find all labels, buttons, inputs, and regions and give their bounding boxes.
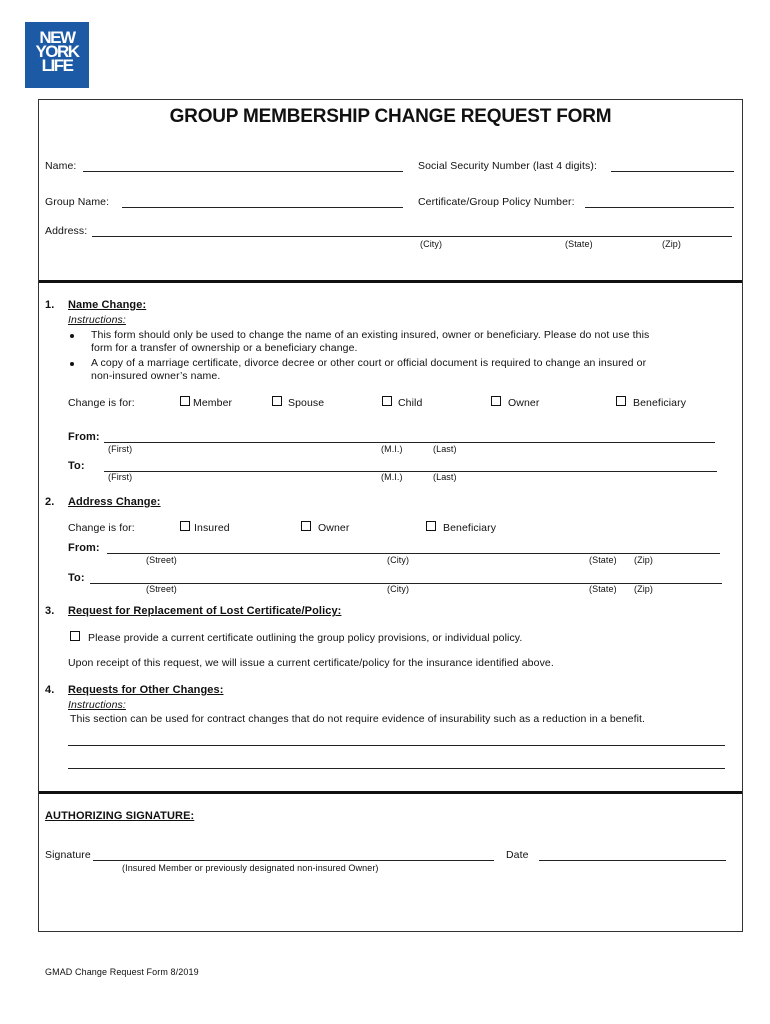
beneficiary-option-label: Beneficiary xyxy=(633,397,687,409)
address-zip-caption: (Zip) xyxy=(662,239,681,249)
section1-change-for-label: Change is for: xyxy=(68,397,135,409)
signature-heading: AUTHORIZING SIGNATURE: xyxy=(45,810,195,822)
section1-instructions: Instructions: xyxy=(68,314,126,326)
section1-number: 1. xyxy=(45,299,55,311)
section3-title: Request for Replacement of Lost Certificate/Policy: xyxy=(68,605,342,617)
name-from-label: From: xyxy=(68,431,100,443)
section2-title: Address Change: xyxy=(68,496,161,508)
ssn-field[interactable] xyxy=(611,171,734,172)
address-from-label: From: xyxy=(68,542,100,554)
form-title: GROUP MEMBERSHIP CHANGE REQUEST FORM xyxy=(169,106,612,127)
address-city-caption: (City) xyxy=(420,239,443,249)
certificate-label: Certificate/Group Policy Number: xyxy=(418,196,575,208)
section4-number: 4. xyxy=(45,684,55,696)
to-mi-caption: (M.I.) xyxy=(381,472,403,482)
spouse-checkbox[interactable] xyxy=(272,396,282,406)
new-york-life-logo xyxy=(25,22,89,88)
from-mi-caption: (M.I.) xyxy=(381,444,403,454)
certificate-field[interactable] xyxy=(585,207,734,208)
address-from-field[interactable] xyxy=(107,553,720,554)
address-owner-option-label: Owner xyxy=(318,522,350,534)
section3-number: 3. xyxy=(45,605,55,617)
address-state-caption: (State) xyxy=(565,239,593,249)
child-checkbox[interactable] xyxy=(382,396,392,406)
section2-number: 2. xyxy=(45,496,55,508)
section4-instructions: Instructions: xyxy=(68,699,126,711)
address-label: Address: xyxy=(45,225,88,237)
divider-bottom xyxy=(39,791,742,794)
owner-option-label: Owner xyxy=(508,397,540,409)
insured-checkbox[interactable] xyxy=(180,521,190,531)
name-field[interactable] xyxy=(83,171,403,172)
from-state-caption: (State) xyxy=(589,555,617,565)
section2-change-for-label: Change is for: xyxy=(68,522,135,534)
to-last-caption: (Last) xyxy=(433,472,457,482)
from-zip-caption: (Zip) xyxy=(634,555,653,565)
section1-bullet1-line2: form for a transfer of ownership or a beneficiary change. xyxy=(91,342,358,354)
bullet-icon xyxy=(70,334,74,338)
to-city-caption: (City) xyxy=(387,584,410,594)
address-beneficiary-option-label: Beneficiary xyxy=(443,522,497,534)
section4-text: This section can be used for contract changes that do not require evidence of insurability such as a reduction in a benefit. xyxy=(70,713,646,725)
section4-title: Requests for Other Changes: xyxy=(68,684,224,696)
from-first-caption: (First) xyxy=(108,444,133,454)
address-owner-checkbox[interactable] xyxy=(301,521,311,531)
divider-top xyxy=(39,280,742,283)
address-to-label: To: xyxy=(68,572,85,584)
date-label: Date xyxy=(506,849,529,861)
to-first-caption: (First) xyxy=(108,472,133,482)
form-footer: GMAD Change Request Form 8/2019 xyxy=(45,967,199,977)
section3-note: Upon receipt of this request, we will issue a current certificate/policy for the insurance identified above. xyxy=(68,657,554,669)
signature-label: Signature xyxy=(45,849,91,861)
name-label: Name: xyxy=(45,160,77,172)
name-to-field[interactable] xyxy=(104,471,717,472)
section1-bullet1-line1: This form should only be used to change the name of an existing insured, owner or beneficiary. Please do not use this xyxy=(91,329,650,341)
from-city-caption: (City) xyxy=(387,555,410,565)
other-changes-line-2[interactable] xyxy=(68,768,725,769)
other-changes-line-1[interactable] xyxy=(68,745,725,746)
replacement-checkbox-text: Please provide a current certificate outlining the group policy provisions, or individual policy. xyxy=(88,632,523,644)
logo-line-1: NEW xyxy=(39,28,75,47)
ssn-label: Social Security Number (last 4 digits): xyxy=(418,160,597,172)
from-street-caption: (Street) xyxy=(146,555,177,565)
child-option-label: Child xyxy=(398,397,423,409)
member-checkbox[interactable] xyxy=(180,396,190,406)
group-name-label: Group Name: xyxy=(45,196,110,208)
section1-title: Name Change: xyxy=(68,299,147,311)
form-frame xyxy=(38,99,743,932)
from-last-caption: (Last) xyxy=(433,444,457,454)
signature-field[interactable] xyxy=(93,860,494,861)
replacement-checkbox[interactable] xyxy=(70,631,80,641)
signature-caption: (Insured Member or previously designated non-insured Owner) xyxy=(122,863,379,873)
logo-line-3: LIFE xyxy=(41,56,73,75)
name-from-field[interactable] xyxy=(104,442,715,443)
to-zip-caption: (Zip) xyxy=(634,584,653,594)
logo-line-2: YORK xyxy=(35,42,79,61)
insured-option-label: Insured xyxy=(194,522,230,534)
section1-bullet2-line1: A copy of a marriage certificate, divorce decree or other court or official document is required to change an insured or xyxy=(91,357,647,369)
name-to-label: To: xyxy=(68,460,85,472)
beneficiary-checkbox[interactable] xyxy=(616,396,626,406)
address-field[interactable] xyxy=(92,236,732,237)
owner-checkbox[interactable] xyxy=(491,396,501,406)
section1-bullet2-line2: non-insured owner’s name. xyxy=(91,370,221,382)
to-state-caption: (State) xyxy=(589,584,617,594)
address-beneficiary-checkbox[interactable] xyxy=(426,521,436,531)
to-street-caption: (Street) xyxy=(146,584,177,594)
member-option-label: Member xyxy=(193,397,233,409)
date-field[interactable] xyxy=(539,860,726,861)
spouse-option-label: Spouse xyxy=(288,397,325,409)
bullet-icon xyxy=(70,362,74,366)
group-name-field[interactable] xyxy=(122,207,403,208)
